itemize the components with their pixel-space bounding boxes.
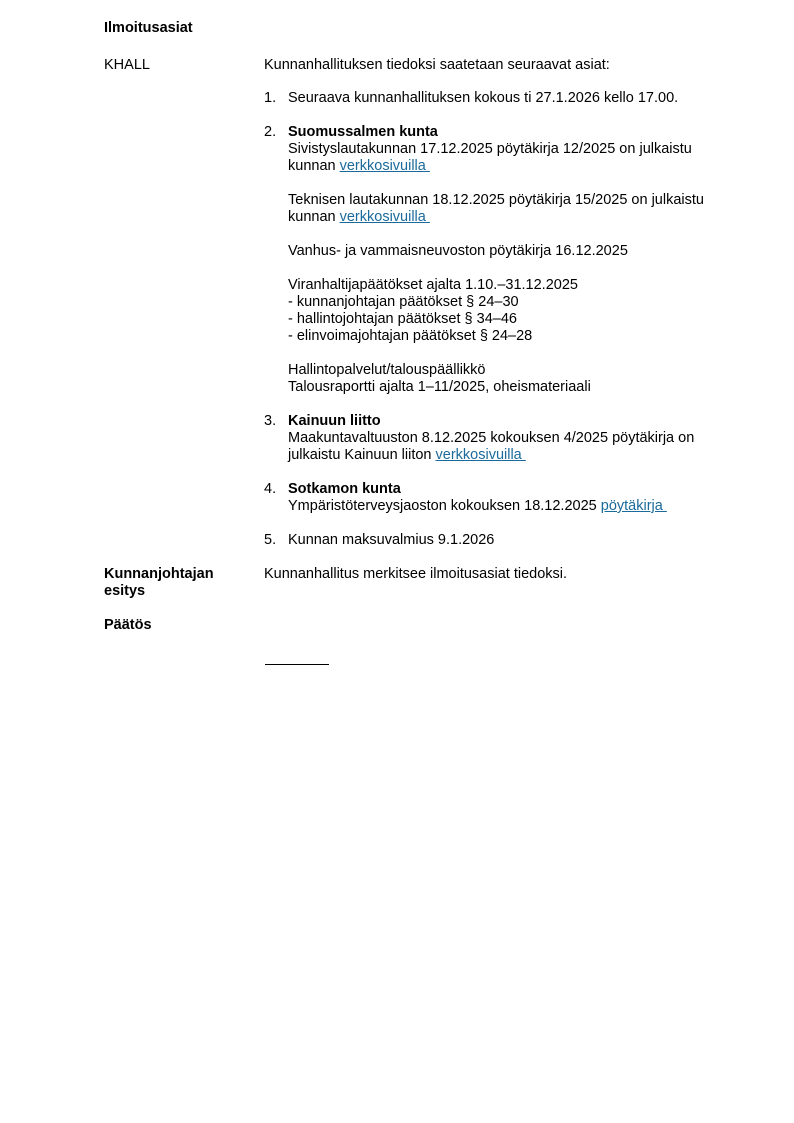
sotkamo-poytakirja-link[interactable]: pöytäkirja	[600, 498, 667, 514]
tekninen-lautakunta-verkkosivuilla-link[interactable]: verkkosivuilla	[339, 209, 430, 225]
item-number: 2.	[264, 124, 277, 140]
announcement-item	[264, 90, 734, 124]
intro-row	[104, 57, 734, 74]
item-paragraph	[288, 430, 734, 464]
intro-text: Kunnanhallituksen tiedoksi saatetaan seuraavat asiat:	[264, 57, 610, 73]
text-segment: - hallintojohtajan päätökset § 34–46	[288, 311, 517, 327]
item-title: Kainuun liitto	[288, 413, 381, 429]
item-title: Sotkamon kunta	[288, 481, 401, 497]
item-paragraph	[288, 362, 734, 396]
item-body	[288, 413, 734, 481]
item-number: 4.	[264, 481, 277, 497]
item-paragraph	[288, 277, 734, 345]
text-segment: Hallintopalvelut/talouspäällikkö	[288, 362, 486, 378]
item-body	[288, 481, 734, 532]
text-segment: Talousraportti ajalta 1–11/2025, oheismateriaali	[288, 379, 591, 395]
text-segment: kunnan	[288, 158, 340, 174]
signature-line	[265, 664, 329, 665]
announcement-item	[264, 532, 734, 566]
proposal-label-line1: Kunnanjohtajan	[104, 566, 214, 582]
announcement-list	[264, 90, 734, 566]
proposal-row	[104, 566, 734, 600]
item-paragraph	[288, 192, 734, 226]
items-row	[104, 90, 734, 566]
text-segment: - kunnanjohtajan päätökset § 24–30	[288, 294, 519, 310]
text-segment: julkaistu Kainuun liiton	[288, 447, 436, 463]
item-paragraph	[288, 498, 734, 515]
text-segment: Ympäristöterveysjaoston kokouksen 18.12.2025	[288, 498, 601, 514]
page-title: Ilmoitusasiat	[104, 20, 193, 36]
text-segment: Seuraava kunnanhallituksen kokous ti 27.1.2026 kello 17.00.	[288, 90, 679, 106]
item-number: 3.	[264, 413, 277, 429]
item-number: 5.	[264, 532, 277, 548]
org-abbrev-label: KHALL	[104, 57, 150, 73]
text-segment: Vanhus- ja vammaisneuvoston pöytäkirja 16.12.2025	[288, 243, 628, 259]
announcement-item	[264, 413, 734, 481]
text-segment: Teknisen lautakunnan 18.12.2025 pöytäkirja 15/2025 on julkaistu	[288, 192, 704, 208]
proposal-label	[104, 566, 264, 600]
item-paragraph	[288, 243, 734, 260]
announcement-item	[264, 481, 734, 532]
item-body	[288, 124, 734, 413]
item-paragraph	[288, 90, 734, 107]
text-segment: kunnan	[288, 209, 340, 225]
text-segment: Sivistyslautakunnan 17.12.2025 pöytäkirja 12/2025 on julkaistu	[288, 141, 692, 157]
text-segment: - elinvoimajohtajan päätökset § 24–28	[288, 328, 533, 344]
text-segment: Maakuntavaltuuston 8.12.2025 kokouksen 4/2025 pöytäkirja on	[288, 430, 695, 446]
item-paragraph	[288, 532, 734, 549]
decision-row	[104, 617, 734, 634]
item-number: 1.	[264, 90, 277, 106]
signature-row	[104, 664, 734, 665]
kainuun-liitto-verkkosivuilla-link[interactable]: verkkosivuilla	[435, 447, 526, 463]
text-segment: Kunnan maksuvalmius 9.1.2026	[288, 532, 495, 548]
item-title: Suomussalmen kunta	[288, 124, 438, 140]
announcement-item	[264, 124, 734, 413]
text-segment: Viranhaltijapäätökset ajalta 1.10.–31.12.2025	[288, 277, 578, 293]
sivistyslautakunta-verkkosivuilla-link[interactable]: verkkosivuilla	[339, 158, 430, 174]
item-body	[288, 532, 734, 566]
proposal-text: Kunnanhallitus merkitsee ilmoitusasiat tiedoksi.	[264, 566, 568, 582]
item-paragraph	[288, 141, 734, 175]
decision-label: Päätös	[104, 617, 152, 633]
proposal-label-line2: esitys	[104, 583, 146, 599]
item-body	[288, 90, 734, 124]
